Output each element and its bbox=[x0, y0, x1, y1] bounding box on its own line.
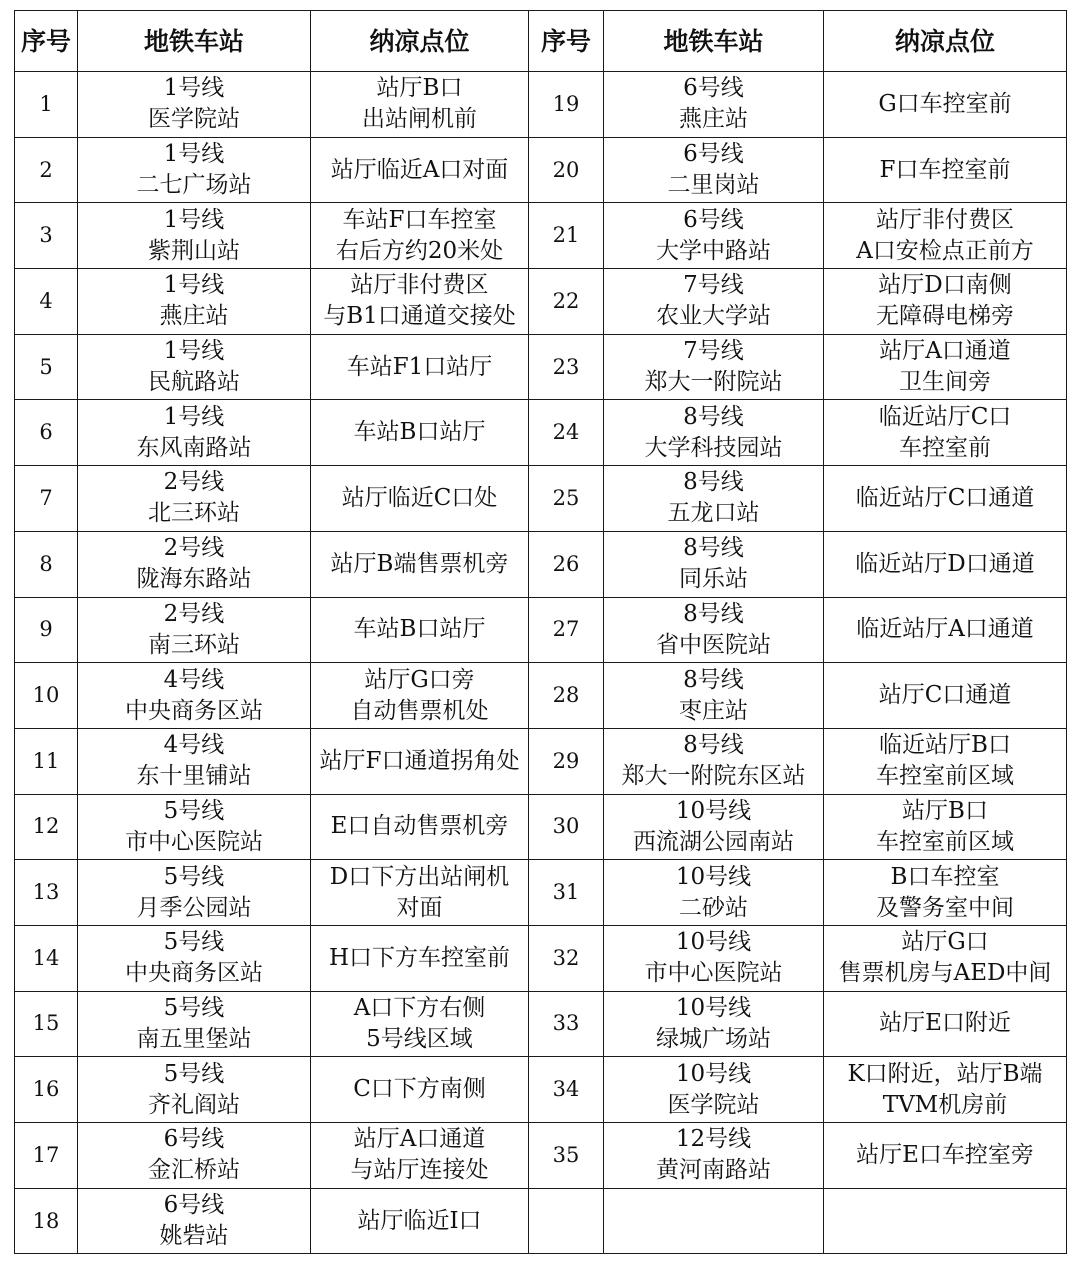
spot-text: A口下方右侧 bbox=[353, 994, 486, 1021]
line-label: 10号线 bbox=[675, 929, 752, 956]
row-index: 3 bbox=[15, 203, 78, 269]
spot-cell bbox=[311, 203, 529, 269]
station-name: 五龙口站 bbox=[667, 500, 760, 527]
station-cell bbox=[604, 794, 824, 860]
station-name: 北三环站 bbox=[148, 500, 240, 527]
station-name: 绿城广场站 bbox=[656, 1025, 771, 1052]
line-label: 4号线 bbox=[163, 666, 225, 693]
line-label: 5号线 bbox=[163, 797, 225, 824]
spot-text: G口车控室前 bbox=[878, 90, 1012, 117]
table-row bbox=[15, 925, 1067, 991]
spot-text: 对面 bbox=[396, 894, 443, 921]
table-row bbox=[15, 466, 1067, 532]
station-name: 市中心医院站 bbox=[644, 960, 783, 987]
header-index: 序号 bbox=[529, 11, 604, 72]
spot-cell bbox=[311, 1123, 529, 1189]
station-name: 中央商务区站 bbox=[125, 697, 263, 724]
station-name: 紫荆山站 bbox=[148, 237, 240, 264]
spot-cell bbox=[824, 1188, 1067, 1254]
station-name: 齐礼阎站 bbox=[148, 1091, 240, 1118]
table-row bbox=[15, 269, 1067, 335]
line-label: 8号线 bbox=[683, 600, 744, 627]
row-index: 1 bbox=[15, 72, 78, 138]
station-cell bbox=[604, 137, 824, 203]
spot-text: 站厅临近A口对面 bbox=[330, 156, 509, 183]
station-name: 大学科技园站 bbox=[644, 434, 783, 461]
spot-cell bbox=[824, 400, 1067, 466]
station-cell bbox=[604, 531, 824, 597]
station-name: 二砂站 bbox=[679, 894, 748, 921]
row-index: 27 bbox=[529, 597, 604, 663]
row-index: 26 bbox=[529, 531, 604, 597]
line-label: 8号线 bbox=[683, 469, 744, 496]
table-row bbox=[15, 400, 1067, 466]
station-name: 医学院站 bbox=[667, 1091, 760, 1118]
row-index: 5 bbox=[15, 334, 78, 400]
row-index: 2 bbox=[15, 137, 78, 203]
row-index: 11 bbox=[15, 728, 78, 794]
table-row bbox=[15, 991, 1067, 1057]
station-cell bbox=[78, 925, 311, 991]
row-index: 21 bbox=[529, 203, 604, 269]
spot-text: 站厅G口旁 bbox=[364, 666, 475, 693]
spot-text: 及警务室中间 bbox=[876, 894, 1014, 921]
spot-text: 临近站厅D口通道 bbox=[855, 550, 1035, 577]
station-name: 月季公园站 bbox=[136, 894, 252, 921]
spot-text: TVM机房前 bbox=[882, 1091, 1008, 1118]
station-name: 燕庄站 bbox=[679, 106, 748, 133]
line-label: 5号线 bbox=[163, 1060, 225, 1087]
spot-cell bbox=[824, 137, 1067, 203]
row-index: 4 bbox=[15, 269, 78, 335]
row-index: 13 bbox=[15, 860, 78, 926]
spot-text: 临近站厅B口 bbox=[879, 732, 1011, 759]
station-name: 西流湖公园南站 bbox=[633, 828, 794, 855]
station-name: 姚砦站 bbox=[159, 1223, 229, 1250]
table-row bbox=[15, 334, 1067, 400]
spot-text: B口车控室 bbox=[890, 863, 1000, 890]
spot-text: 售票机房与AED中间 bbox=[838, 960, 1052, 987]
spot-cell bbox=[311, 334, 529, 400]
station-name: 中央商务区站 bbox=[125, 960, 263, 987]
spot-text: A口安检点正前方 bbox=[856, 237, 1034, 264]
spot-cell bbox=[824, 728, 1067, 794]
spot-text: D口下方出站闸机 bbox=[329, 863, 510, 890]
spot-text: 站厅B口 bbox=[376, 75, 463, 102]
spot-text: 站厅G口 bbox=[901, 929, 989, 956]
spot-cell bbox=[824, 466, 1067, 532]
station-cell bbox=[604, 663, 824, 729]
header-row bbox=[15, 11, 1067, 72]
row-index: 28 bbox=[529, 663, 604, 729]
row-index: 6 bbox=[15, 400, 78, 466]
header-station: 地铁车站 bbox=[78, 11, 311, 72]
spot-text: 站厅C口通道 bbox=[878, 682, 1012, 709]
station-name: 同乐站 bbox=[679, 566, 748, 593]
station-cell bbox=[604, 925, 824, 991]
station-name: 南三环站 bbox=[148, 631, 240, 658]
spot-text: 临近站厅A口通道 bbox=[856, 616, 1034, 643]
row-index: 22 bbox=[529, 269, 604, 335]
spot-text: 与站厅连接处 bbox=[350, 1157, 489, 1184]
row-index: 20 bbox=[529, 137, 604, 203]
spot-cell bbox=[824, 925, 1067, 991]
table-row bbox=[15, 663, 1067, 729]
row-index: 15 bbox=[15, 991, 78, 1057]
spot-text: 站厅D口南侧 bbox=[878, 272, 1012, 299]
station-name: 郑大一附院站 bbox=[644, 369, 783, 396]
spot-text: F口车控室前 bbox=[879, 156, 1011, 183]
station-cell bbox=[78, 1188, 311, 1254]
station-cell bbox=[604, 597, 824, 663]
station-cell bbox=[604, 1188, 824, 1254]
table-row bbox=[15, 203, 1067, 269]
station-cell bbox=[604, 400, 824, 466]
row-index: 19 bbox=[529, 72, 604, 138]
line-label: 10号线 bbox=[675, 1060, 752, 1087]
station-cell bbox=[78, 531, 311, 597]
station-name: 农业大学站 bbox=[656, 303, 771, 330]
spot-cell bbox=[311, 1188, 529, 1254]
station-name: 民航路站 bbox=[148, 369, 240, 396]
spot-cell bbox=[824, 269, 1067, 335]
spot-text: 站厅临近C口处 bbox=[341, 484, 498, 511]
table-row bbox=[15, 137, 1067, 203]
row-index: 17 bbox=[15, 1123, 78, 1189]
header-spot: 纳凉点位 bbox=[311, 11, 529, 72]
line-label: 1号线 bbox=[163, 141, 225, 168]
station-name: 枣庄站 bbox=[679, 697, 748, 724]
station-cell bbox=[78, 1123, 311, 1189]
table-row bbox=[15, 728, 1067, 794]
line-label: 8号线 bbox=[683, 666, 744, 693]
spot-text: C口下方南侧 bbox=[353, 1076, 486, 1103]
spot-cell bbox=[311, 1057, 529, 1123]
row-index: 18 bbox=[15, 1188, 78, 1254]
spot-cell bbox=[311, 269, 529, 335]
line-label: 8号线 bbox=[683, 403, 744, 430]
spot-text: H口下方车控室前 bbox=[328, 944, 511, 971]
spot-text: 站厅A口通道 bbox=[353, 1126, 486, 1153]
spot-cell bbox=[824, 203, 1067, 269]
line-label: 5号线 bbox=[163, 994, 225, 1021]
station-cell bbox=[604, 991, 824, 1057]
line-label: 1号线 bbox=[163, 338, 225, 365]
station-name: 郑大一附院东区站 bbox=[621, 763, 806, 790]
table-row bbox=[15, 531, 1067, 597]
line-label: 6号线 bbox=[163, 1126, 225, 1153]
station-name: 二七广场站 bbox=[136, 172, 252, 199]
station-name: 二里岗站 bbox=[667, 172, 760, 199]
spot-text: 站厅A口通道 bbox=[879, 338, 1011, 365]
station-name: 医学院站 bbox=[148, 106, 240, 133]
spot-text: 站厅非付费区 bbox=[350, 272, 489, 299]
row-index: 10 bbox=[15, 663, 78, 729]
spot-text: K口附近，站厅B端 bbox=[847, 1060, 1043, 1087]
spot-text: 右后方约20米处 bbox=[335, 237, 504, 264]
line-label: 6号线 bbox=[683, 206, 744, 233]
spot-text: 站厅E口车控室旁 bbox=[856, 1141, 1034, 1168]
line-label: 1号线 bbox=[163, 272, 225, 299]
header-station: 地铁车站 bbox=[604, 11, 824, 72]
row-index bbox=[529, 1188, 604, 1254]
station-name: 东风南路站 bbox=[136, 434, 252, 461]
line-label: 1号线 bbox=[163, 206, 225, 233]
spot-cell bbox=[824, 531, 1067, 597]
spot-cell bbox=[824, 991, 1067, 1057]
spot-cell bbox=[311, 466, 529, 532]
table-row bbox=[15, 1188, 1067, 1254]
spot-text: 出站闸机前 bbox=[362, 106, 477, 133]
line-label: 10号线 bbox=[675, 863, 752, 890]
line-label: 7号线 bbox=[683, 338, 744, 365]
table-row bbox=[15, 1123, 1067, 1189]
station-name: 燕庄站 bbox=[159, 303, 229, 330]
station-name: 东十里铺站 bbox=[136, 763, 252, 790]
spot-text: 站厅B口 bbox=[902, 797, 988, 824]
spot-cell bbox=[311, 728, 529, 794]
spot-text: 站厅F口通道拐角处 bbox=[319, 747, 520, 774]
header-spot: 纳凉点位 bbox=[824, 11, 1067, 72]
station-cell bbox=[78, 400, 311, 466]
table-row bbox=[15, 597, 1067, 663]
spot-text: 车控室前 bbox=[899, 434, 991, 461]
station-name: 陇海东路站 bbox=[136, 566, 252, 593]
line-label: 2号线 bbox=[163, 535, 225, 562]
station-name: 省中医院站 bbox=[656, 631, 771, 658]
spot-text: 站厅非付费区 bbox=[876, 206, 1014, 233]
spot-text: 与B1口通道交接处 bbox=[323, 303, 516, 330]
spot-text: 车站F1口站厅 bbox=[346, 353, 493, 380]
line-label: 10号线 bbox=[675, 797, 752, 824]
station-cell bbox=[78, 597, 311, 663]
row-index: 24 bbox=[529, 400, 604, 466]
line-label: 1号线 bbox=[163, 403, 225, 430]
spot-cell bbox=[824, 860, 1067, 926]
spot-text: 站厅B端售票机旁 bbox=[330, 550, 509, 577]
station-cell bbox=[604, 203, 824, 269]
line-label: 2号线 bbox=[163, 600, 225, 627]
station-cell bbox=[78, 137, 311, 203]
line-label: 8号线 bbox=[683, 732, 744, 759]
station-cell bbox=[78, 728, 311, 794]
spot-cell bbox=[824, 72, 1067, 138]
spot-text: 5号线区域 bbox=[366, 1025, 473, 1052]
row-index: 33 bbox=[529, 991, 604, 1057]
station-name: 市中心医院站 bbox=[125, 828, 263, 855]
spot-text: 站厅临近I口 bbox=[357, 1207, 482, 1234]
spot-text: 临近站厅C口通道 bbox=[855, 484, 1035, 511]
station-cell bbox=[604, 466, 824, 532]
spot-text: 无障碍电梯旁 bbox=[876, 303, 1014, 330]
row-index: 8 bbox=[15, 531, 78, 597]
spot-cell bbox=[311, 400, 529, 466]
station-cell bbox=[78, 466, 311, 532]
line-label: 5号线 bbox=[163, 863, 225, 890]
spot-cell bbox=[824, 334, 1067, 400]
station-cell bbox=[604, 269, 824, 335]
spot-cell bbox=[824, 663, 1067, 729]
line-label: 6号线 bbox=[163, 1192, 225, 1219]
table-row bbox=[15, 72, 1067, 138]
spot-cell bbox=[311, 72, 529, 138]
spot-cell bbox=[311, 925, 529, 991]
row-index: 23 bbox=[529, 334, 604, 400]
row-index: 12 bbox=[15, 794, 78, 860]
station-cell bbox=[604, 1123, 824, 1189]
station-name: 黄河南路站 bbox=[656, 1157, 771, 1184]
station-cell bbox=[604, 860, 824, 926]
spot-text: 车站B口站厅 bbox=[353, 419, 486, 446]
spot-text: 车控室前区域 bbox=[876, 828, 1014, 855]
line-label: 7号线 bbox=[683, 272, 744, 299]
row-index: 31 bbox=[529, 860, 604, 926]
spot-text: 车站F口车控室 bbox=[342, 206, 497, 233]
line-label: 4号线 bbox=[163, 732, 225, 759]
row-index: 7 bbox=[15, 466, 78, 532]
cooling-spots-table bbox=[14, 10, 1067, 1254]
station-cell bbox=[604, 1057, 824, 1123]
spot-text: 临近站厅C口 bbox=[878, 403, 1012, 430]
row-index: 34 bbox=[529, 1057, 604, 1123]
line-label: 2号线 bbox=[163, 469, 225, 496]
station-cell bbox=[604, 72, 824, 138]
spot-cell bbox=[311, 137, 529, 203]
station-cell bbox=[604, 334, 824, 400]
station-name: 大学中路站 bbox=[656, 237, 771, 264]
spot-text: 自动售票机处 bbox=[350, 697, 489, 724]
table-row bbox=[15, 1057, 1067, 1123]
line-label: 6号线 bbox=[683, 141, 744, 168]
spot-text: 车站B口站厅 bbox=[353, 616, 486, 643]
station-cell bbox=[78, 794, 311, 860]
station-cell bbox=[78, 860, 311, 926]
line-label: 6号线 bbox=[683, 75, 744, 102]
spot-cell bbox=[311, 597, 529, 663]
line-label: 1号线 bbox=[163, 75, 225, 102]
table-row bbox=[15, 794, 1067, 860]
line-label: 10号线 bbox=[675, 994, 752, 1021]
station-cell bbox=[78, 663, 311, 729]
row-index: 32 bbox=[529, 925, 604, 991]
spot-cell bbox=[824, 1123, 1067, 1189]
station-name: 金汇桥站 bbox=[148, 1157, 240, 1184]
row-index: 9 bbox=[15, 597, 78, 663]
station-name: 南五里堡站 bbox=[136, 1025, 252, 1052]
station-cell bbox=[78, 72, 311, 138]
line-label: 5号线 bbox=[163, 929, 225, 956]
station-cell bbox=[78, 203, 311, 269]
spot-text: E口自动售票机旁 bbox=[330, 813, 509, 840]
header-index: 序号 bbox=[15, 11, 78, 72]
spot-cell bbox=[311, 860, 529, 926]
station-cell bbox=[78, 1057, 311, 1123]
station-cell bbox=[78, 991, 311, 1057]
spot-text: 车控室前区域 bbox=[876, 763, 1014, 790]
line-label: 8号线 bbox=[683, 535, 744, 562]
station-cell bbox=[78, 269, 311, 335]
table-row bbox=[15, 860, 1067, 926]
spot-cell bbox=[824, 794, 1067, 860]
spot-cell bbox=[311, 663, 529, 729]
line-label: 12号线 bbox=[675, 1126, 752, 1153]
spot-cell bbox=[311, 531, 529, 597]
spot-cell bbox=[311, 991, 529, 1057]
spot-cell bbox=[824, 1057, 1067, 1123]
row-index: 25 bbox=[529, 466, 604, 532]
spot-cell bbox=[824, 597, 1067, 663]
row-index: 29 bbox=[529, 728, 604, 794]
spot-text: 站厅E口附近 bbox=[879, 1010, 1011, 1037]
row-index: 30 bbox=[529, 794, 604, 860]
spot-cell bbox=[311, 794, 529, 860]
spot-text: 卫生间旁 bbox=[899, 369, 991, 396]
table-body bbox=[15, 72, 1067, 1254]
row-index: 14 bbox=[15, 925, 78, 991]
row-index: 35 bbox=[529, 1123, 604, 1189]
station-cell bbox=[78, 334, 311, 400]
row-index: 16 bbox=[15, 1057, 78, 1123]
station-cell bbox=[604, 728, 824, 794]
